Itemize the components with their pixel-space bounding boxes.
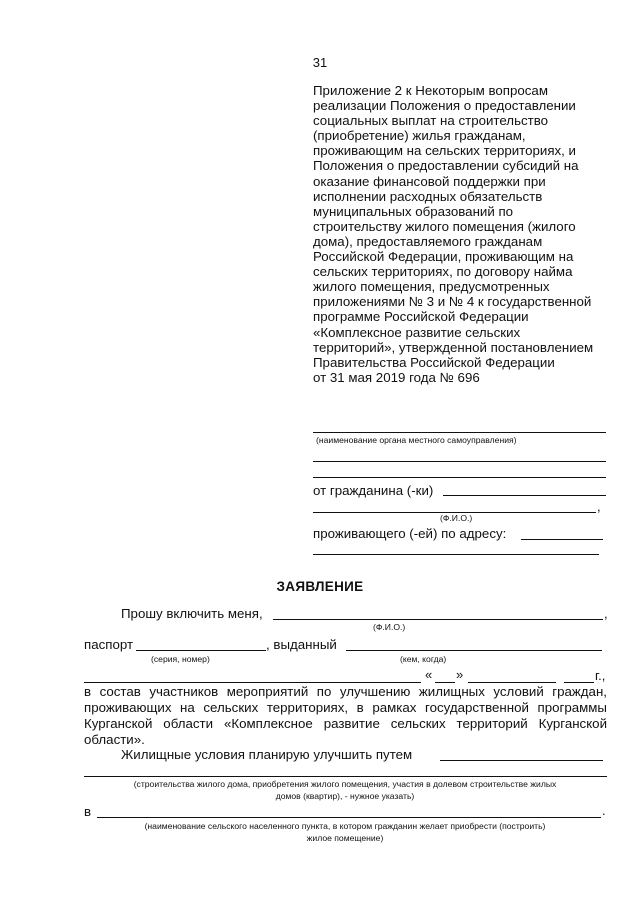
organ-name-caption: (наименование органа местного самоуправления) [316, 435, 517, 445]
appendix-line: программе Российской Федерации [313, 309, 529, 325]
year-suffix: г., [595, 668, 606, 683]
address-line-2[interactable] [313, 554, 599, 555]
issued-by-caption: (кем, когда) [400, 654, 447, 664]
request-label: Прошу включить меня, [121, 606, 263, 621]
settlement-period: . [602, 803, 606, 818]
appendix-line: «Комплексное развитие сельских [313, 324, 521, 340]
in-label: в [84, 804, 92, 819]
citizen-name-comma: , [597, 499, 601, 514]
settlement-caption-line2: жилое помещение) [306, 833, 384, 843]
passport-number-line[interactable] [136, 650, 266, 651]
method-caption-line1: (строительства жилого дома, приобретения жилого помещения, участия в долевом строительстве жилых [133, 779, 557, 789]
request-comma: , [604, 606, 608, 621]
citizen-fio-caption: (Ф.И.О.) [440, 513, 473, 523]
passport-series-caption: (серия, номер) [151, 654, 210, 664]
appendix-line: Приложение 2 к Некоторым вопросам [313, 83, 548, 98]
improve-method-line-2[interactable] [84, 776, 607, 777]
passport-label: паспорт [84, 637, 134, 652]
page-number: 31 [312, 55, 328, 70]
day-line[interactable] [435, 682, 455, 683]
issued-by-line-2[interactable] [84, 682, 421, 683]
appendix-line: строительству жилого помещения (жилого [313, 218, 576, 234]
appendix-line: территорий», утвержденной постановлением [313, 339, 594, 355]
month-line[interactable] [468, 682, 556, 683]
issued-label: , выданный [266, 637, 337, 652]
appendix-line: проживающим на сельских территориях, и [313, 143, 576, 159]
appendix-line: приложениями № 3 и № 4 к государственной [313, 294, 592, 310]
appendix-line: Положения о предоставлении субсидий на [313, 158, 579, 174]
appendix-line: сельских территориях, по договору найма [313, 264, 573, 280]
participation-text: в состав участников мероприятий по улучшению жилищных условий граждан, проживающих на сельских территориях, в рамках государственной программы Курганской области «Комплексное развитие сельских территорий Курганской области». [84, 684, 607, 747]
residing-label: проживающего (-ей) по адресу: [313, 526, 507, 541]
appendix-line: исполнении расходных обязательств [313, 188, 543, 204]
appendix-line: Российской Федерации, проживающим на [313, 249, 574, 265]
settlement-line[interactable] [97, 817, 601, 818]
appendix-header [313, 83, 613, 385]
applicant-fio-caption: (Ф.И.О.) [373, 622, 406, 632]
appendix-line: Правительства Российской Федерации [313, 354, 555, 370]
appendix-line: дома), предоставляемого гражданам [313, 233, 543, 249]
appendix-line: социальных выплат на строительство [313, 113, 549, 129]
applicant-fio-line[interactable] [273, 619, 603, 620]
improve-label: Жилищные условия планирую улучшить путем [121, 747, 413, 762]
appendix-line: от 31 мая 2019 года № 696 [313, 369, 480, 385]
appendix-line: (приобретение) жилья гражданам, [313, 128, 526, 144]
organ-name-line-3[interactable] [313, 477, 606, 478]
date-close-quote: » [456, 667, 464, 682]
citizen-name-line[interactable] [443, 495, 606, 496]
appendix-line: жилого помещения, предусмотренных [313, 279, 550, 295]
settlement-caption-line1: (наименование сельского населенного пункта, в котором гражданин желает приобрести (построить) [144, 821, 546, 831]
organ-name-line-2[interactable] [313, 461, 606, 462]
from-citizen-label: от гражданина (-ки) [313, 483, 434, 498]
year-line[interactable] [564, 682, 594, 683]
issued-by-line[interactable] [346, 650, 602, 651]
appendix-line: реализации Положения о предоставлении [313, 98, 576, 114]
improve-method-line[interactable] [440, 760, 603, 761]
appendix-line: оказание финансовой поддержки при [313, 173, 546, 189]
appendix-line: муниципальных образований по [313, 203, 514, 219]
organ-name-line[interactable] [313, 432, 606, 433]
date-open-quote: « [425, 667, 433, 682]
document-title: ЗАЯВЛЕНИЕ [276, 579, 364, 594]
address-line[interactable] [521, 539, 603, 540]
method-caption-line2: домов (квартир), - нужное указать) [275, 791, 415, 801]
